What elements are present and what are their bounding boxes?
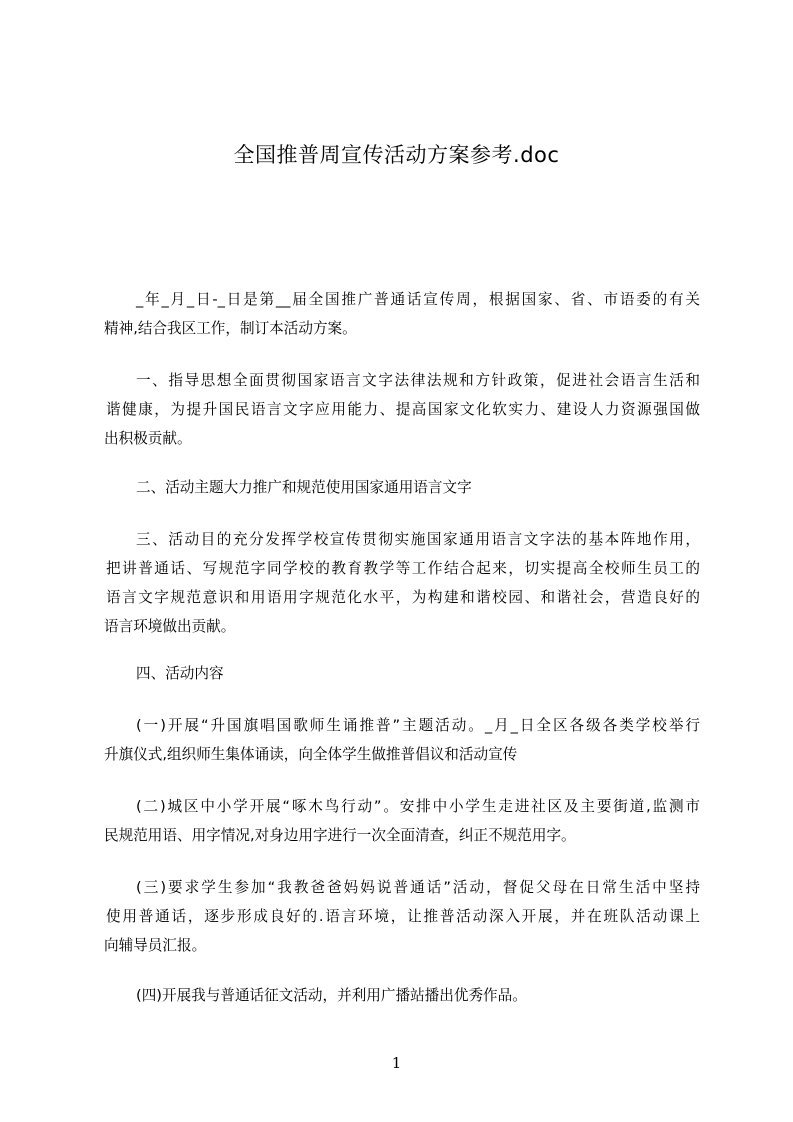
paragraph-line: 使用普通话，逐步形成良好的.语言环境，让推普活动深入开展，并在班队活动课上 — [106, 908, 700, 925]
paragraph-line: 语言文字规范意识和用语用字规范化水平，为构建和谐校园、和谐社会，营造良好的 — [106, 589, 700, 606]
paragraph-guiding-ideology — [104, 366, 700, 453]
paragraph-activity-one — [104, 711, 700, 769]
paragraph-line: 把讲普通话、写规范字同学校的教育教学等工作结合起来，切实提高全校师生员工的 — [106, 560, 700, 577]
paragraph-intro — [104, 285, 700, 343]
paragraph-line: (三)要求学生参加“我教爸爸妈妈说普通话”活动，督促父母在日常生活中坚持 — [136, 879, 700, 896]
paragraph-line: 精神,结合我区工作，制订本活动方案。 — [104, 320, 357, 337]
paragraph-line: _年_月_日-_日是第__届全国推广普通话宣传周，根据国家、省、市语委的有关 — [136, 291, 700, 308]
paragraph-line: 三、活动目的充分发挥学校宣传贯彻实施国家通用语言文字法的基本阵地作用， — [136, 531, 700, 548]
paragraph-purpose — [104, 525, 700, 641]
paragraph-line: 民规范用语、用字情况,对身边用字进行一次全面清查，纠正不规范用字。 — [104, 827, 576, 844]
document-title: 全国推普周宣传活动方案参考.doc — [233, 143, 560, 167]
page-number: 1 — [391, 1054, 402, 1072]
paragraph-line: 四、活动内容 — [136, 665, 224, 682]
paragraph-activity-four — [104, 981, 700, 1010]
paragraph-line: 出积极贡献。 — [104, 430, 192, 447]
paragraph-line: 一、指导思想全面贯彻国家语言文字法律法规和方针政策，促进社会语言生活和 — [136, 372, 700, 389]
paragraph-line: 升旗仪式,组织师生集体诵读，向全体学生做推普倡议和活动宣传 — [104, 746, 518, 763]
paragraph-line: (四)开展我与普通话征文活动，并利用广播站播出优秀作品。 — [136, 987, 527, 1004]
paragraph-activity-two — [104, 792, 700, 850]
paragraph-line: (二)城区中小学开展“啄木鸟行动”。安排中小学生走进社区及主要街道,监测市 — [136, 798, 700, 815]
paragraph-activity-three — [104, 873, 700, 960]
paragraph-theme — [104, 473, 700, 502]
paragraph-line: 二、活动主题大力推广和规范使用国家通用语言文字 — [136, 479, 472, 496]
paragraph-line: 谐健康，为提升国民语言文字应用能力、提高国家文化软实力、建设人力资源强国做 — [106, 401, 700, 418]
paragraph-content-heading — [104, 659, 700, 688]
paragraph-line: 向辅导员汇报。 — [104, 937, 207, 954]
paragraph-line: 语言环境做出贡献。 — [104, 618, 236, 635]
paragraph-line: (一)开展“升国旗唱国歌师生诵推普”主题活动。_月_日全区各级各类学校举行 — [136, 717, 700, 734]
